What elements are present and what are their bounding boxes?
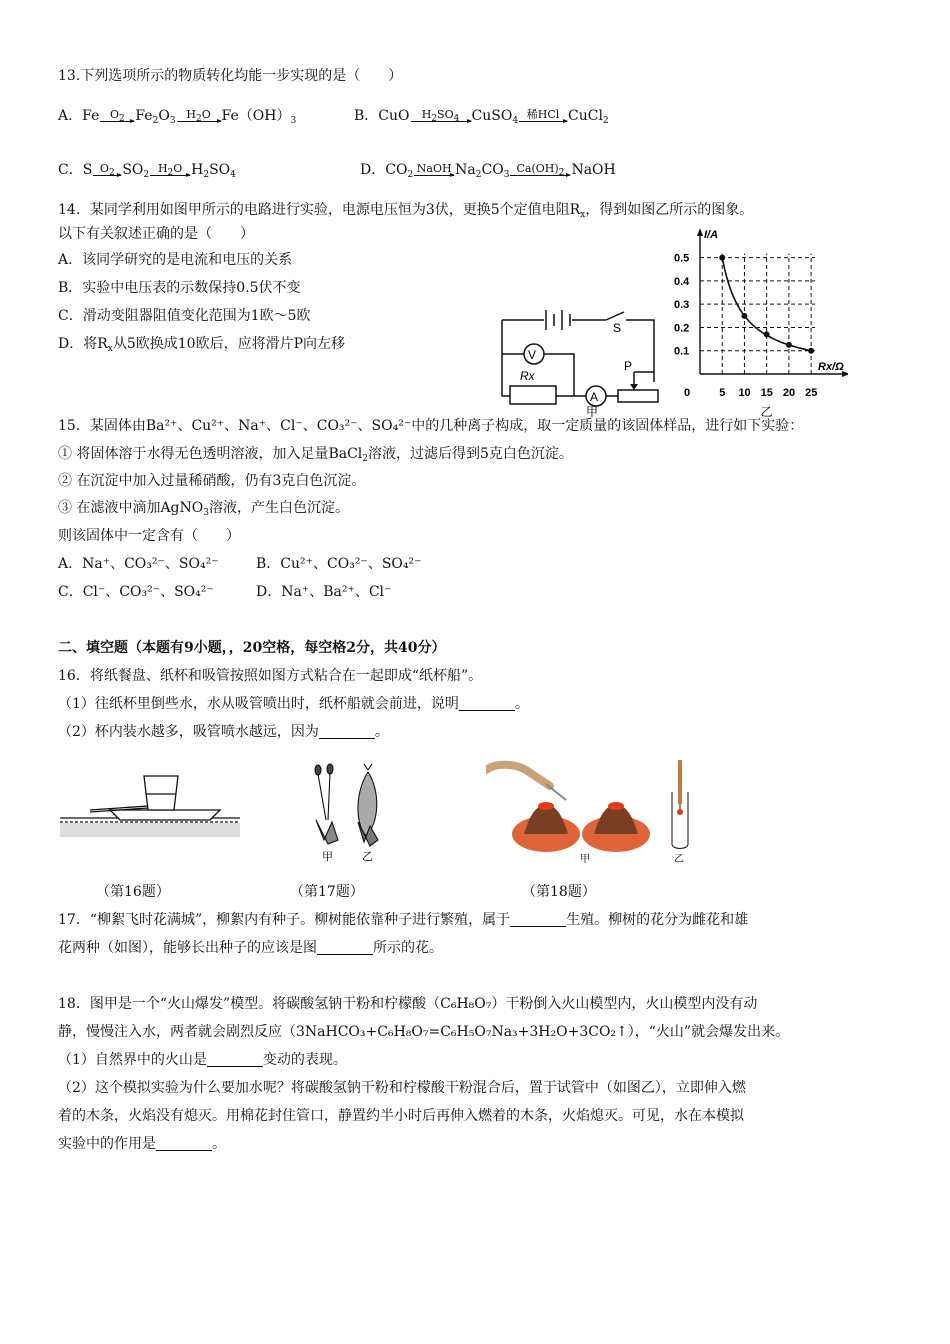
circuit-diagram xyxy=(494,300,664,418)
x-tick-label: 20 xyxy=(782,387,796,399)
slider-label: P xyxy=(624,359,633,373)
data-point xyxy=(786,342,792,348)
q15-stem: 15．某固体由Ba²⁺、Cu²⁺、Na⁺、Cl⁻、CO₃²⁻、SO₄²⁻中的几种离子构成，取一定质量的该固体样品，进行如下实验： xyxy=(58,418,804,434)
q13-option-d: D．$CO_2$ NaOH $Na_2CO_3$ $Ca(OH)_2$ NaOH xyxy=(360,162,616,180)
q14-option-b: B．实验中电压表的示数保持0.5伏不变 xyxy=(58,280,301,296)
q15-option-d: D．Na⁺、Ba²⁺、Cl⁻ xyxy=(256,584,392,600)
current-resistance-graph xyxy=(664,226,848,418)
figure-label-jia: 甲 xyxy=(580,854,590,864)
q13-option-b: B．CuO $H_2SO_4$ CuSO$_4$ 稀HCl CuCl$_2$ xyxy=(354,108,609,126)
answer-blank[interactable] xyxy=(319,724,375,739)
answer-blank[interactable] xyxy=(459,696,515,711)
q18-part-2-line3: 实验中的作用是 。 xyxy=(58,1136,226,1152)
q17-line1: 17．“柳絮飞时花满城”，柳絮内有种子。柳树能依靠种子进行繁殖，属于 生殖。柳树的花分为雌花和雄 xyxy=(58,912,749,928)
y-tick-label: 0.5 xyxy=(674,252,690,265)
q17-line2: 花两种（如图），能够长出种子的应该是图 所示的花。 xyxy=(58,940,443,956)
y-axis-label: I/A xyxy=(704,229,719,241)
q13-stem: 13.下列选项所示的物质转化均能一步实现的是（ ） xyxy=(58,68,403,84)
switch-label: S xyxy=(613,321,622,335)
q15-option-c: C．Cl⁻、CO₃²⁻、SO₄²⁻ xyxy=(58,584,214,600)
figure-label-yi: 乙 xyxy=(362,851,373,863)
y-axis-arrow xyxy=(697,228,703,236)
x-tick-label: 5 xyxy=(719,387,726,399)
q14-option-c: C．滑动变阻器阻值变化范围为1欧～5欧 xyxy=(58,308,311,324)
graph-caption: 乙 xyxy=(760,405,773,418)
q15-option-b: B．Cu²⁺、CO₃²⁻、SO₄²⁻ xyxy=(256,556,422,572)
y-tick-label: 0.3 xyxy=(674,299,690,312)
q16-stem: 16．将纸餐盘、纸杯和吸管按照如图方式粘合在一起即成“纸杯船”。 xyxy=(58,668,483,684)
ammeter-label: A xyxy=(590,390,599,404)
q14-option-d: D．将$R_x$从5欧换成10欧后，应将滑片P向左移 xyxy=(58,336,345,354)
y-tick-label: 0.2 xyxy=(674,322,690,335)
q16-part-1: （1）往纸杯里倒些水，水从吸管喷出时，纸杯船就会前进，说明 。 xyxy=(58,696,529,712)
x-tick-label: 15 xyxy=(760,387,773,399)
q13-option-a: A．Fe $O_2$ $Fe_2O_3$ $H_2O$ $Fe(OH)_3$ xyxy=(58,108,297,126)
answer-blank[interactable] xyxy=(156,1136,212,1151)
data-point xyxy=(741,313,747,319)
reaction-arrow: $O_2$ xyxy=(100,109,134,122)
x-tick-label: 10 xyxy=(738,387,751,399)
q18-part-2-line2: 着的木条，火焰没有熄灭。用棉花封住管口，静置约半小时后再伸入燃着的木条，火焰熄灭。可见，水在本模拟 xyxy=(58,1108,744,1124)
q18-part-2-line1: （2）这个模拟实验为什么要加水呢？将碳酸氢钠干粉和柠檬酸干粉混合后，置于试管中（如图乙），立即伸入燃 xyxy=(58,1080,746,1096)
reaction-arrow: $H_2O$ xyxy=(150,163,190,176)
q18-line2: 静，慢慢注入水，两者就会剧烈反应（3NaHCO₃+C₆H₈O₇=C₆H₅O₇Na₃+3H₂O+3CO₂↑），“火山”就会爆发出来。 xyxy=(58,1024,790,1040)
figure-caption-16: （第16题） xyxy=(96,884,170,900)
q18-part-1: （1）自然界中的火山是 变动的表现。 xyxy=(58,1052,347,1068)
reaction-arrow: 稀HCl xyxy=(519,109,567,122)
origin-label: 0 xyxy=(684,387,691,399)
q18-line1: 18．图甲是一个“火山爆发”模型。将碳酸氢钠干粉和柠檬酸（C₆H₈O₇）干粉倒入火山模型内，火山模型内没有动 xyxy=(58,996,758,1012)
q14-stem-line1: 14．某同学利用如图甲所示的电路进行实验，电源电压恒为3伏，更换5个定值电阻$R_x$，得到如图乙所示的图象。 xyxy=(58,202,754,220)
q16-part-2: （2）杯内装水越多，吸管喷水越远，因为 。 xyxy=(58,724,389,740)
figure-label-jia: 甲 xyxy=(322,851,333,863)
x-tick-label: 25 xyxy=(805,387,818,399)
resistor-label: Rx xyxy=(520,369,535,383)
reaction-arrow: $H_2SO_4$ xyxy=(411,109,471,122)
data-point xyxy=(719,255,725,261)
reaction-arrow: $H_2O$ xyxy=(177,109,221,122)
reaction-arrow: $Ca(OH)_2$ xyxy=(510,163,570,176)
section-title: 二、填空题（本题有9小题，，20空格，每空格2分，共40分） xyxy=(58,640,446,656)
answer-blank[interactable] xyxy=(510,912,566,927)
data-point xyxy=(808,348,814,354)
y-tick-label: 0.1 xyxy=(674,345,690,358)
reaction-arrow: $O_2$ xyxy=(93,163,121,176)
data-point xyxy=(764,331,770,337)
willow-flowers-figure xyxy=(298,760,388,864)
answer-blank[interactable] xyxy=(317,940,373,955)
reaction-arrow: NaOH xyxy=(414,163,454,176)
q15-step-1: ① 将固体溶于水得无色透明溶液，加入足量BaCl$_2$溶液，过滤后得到5克白色沉淀。 xyxy=(58,446,573,464)
y-tick-label: 0.4 xyxy=(674,275,690,288)
q14-stem-line2: 以下有关叙述正确的是（ ） xyxy=(58,226,254,242)
q15-step-2: ② 在沉淀中加入过量稀硝酸，仍有3克白色沉淀。 xyxy=(58,473,366,489)
paper-cup-boat-figure xyxy=(60,770,240,840)
voltmeter-label: V xyxy=(528,348,537,362)
q15-option-a: A．Na⁺、CO₃²⁻、SO₄²⁻ xyxy=(58,556,219,572)
volcano-model-figure xyxy=(486,752,706,864)
q14-option-a: A．该同学研究的是电流和电压的关系 xyxy=(58,252,293,268)
figure-caption-18: （第18题） xyxy=(522,884,596,900)
x-axis-label: Rx/Ω xyxy=(818,361,844,373)
figure-caption-17: （第17题） xyxy=(290,884,364,900)
figure-label-yi: 乙 xyxy=(674,854,684,864)
answer-blank[interactable] xyxy=(207,1052,263,1067)
circuit-caption: 甲 xyxy=(586,405,599,418)
q15-question: 则该固体中一定含有（ ） xyxy=(58,528,240,544)
q15-step-3: ③ 在滤液中滴加AgNO$_3$溶液，产生白色沉淀。 xyxy=(58,500,349,518)
q13-option-c: C．S $O_2$ $SO_2$ $H_2O$ $H_2SO_4$ xyxy=(58,162,236,180)
